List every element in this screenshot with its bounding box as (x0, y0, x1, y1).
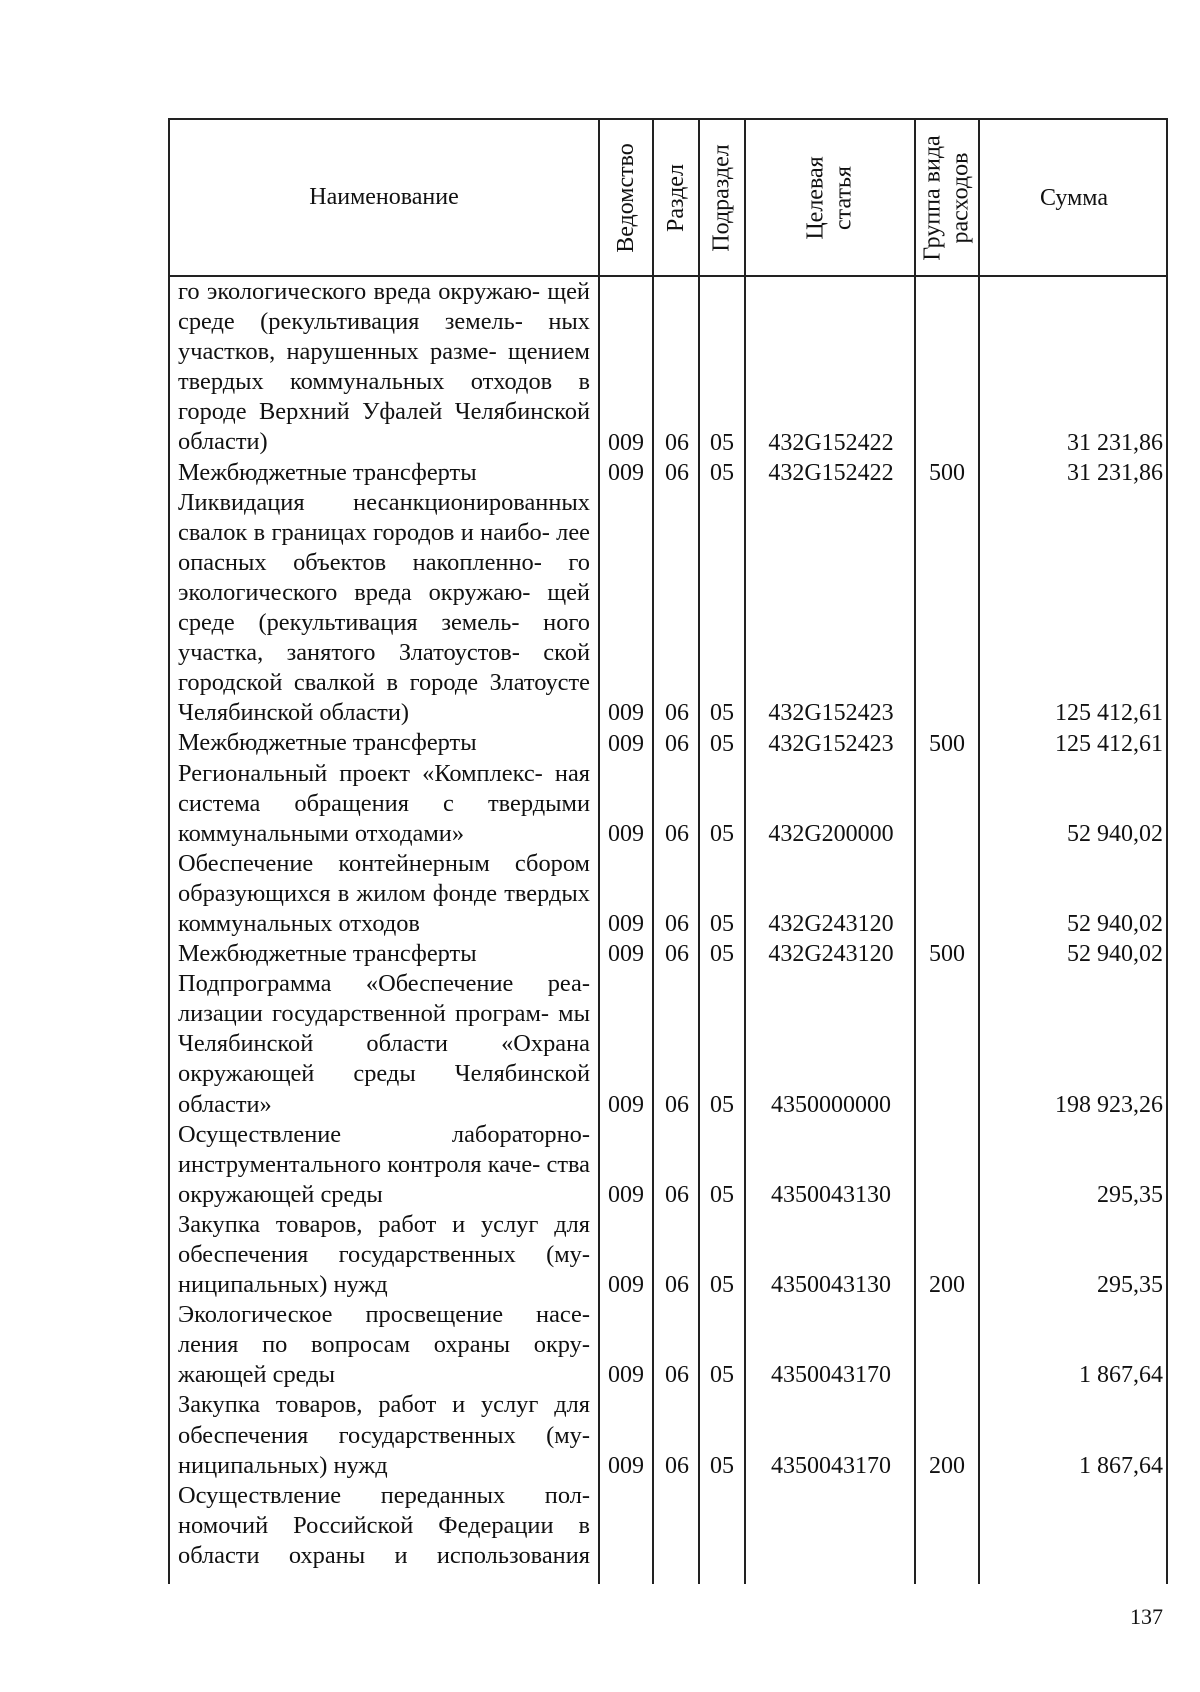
row-name: Ликвидация несанкционированных свалок в границах городов и наибо- лее опасных объектов накопленно- го экологического вреда окружаю- щей среде (рекультивация земель- ного участка, занятого Златоустов- ской городской свалкой в городе Златоусте Челябинской области) (178, 488, 590, 727)
cell-gruppa (916, 1541, 978, 1571)
cell-podrazdel: 05 (710, 1452, 734, 1479)
table-body (170, 277, 1170, 1571)
header-razdel: Раздел (663, 163, 690, 232)
cell-gruppa (916, 428, 978, 458)
cell-podrazdel: 05 (710, 700, 734, 727)
cell-razdel: 06 (665, 1452, 689, 1479)
cell-vedomstvo: 009 (608, 429, 644, 456)
table-row (170, 1390, 1170, 1480)
row-name: Межбюджетные трансферты (178, 940, 477, 968)
cell-vedomstvo: 009 (608, 1091, 644, 1118)
table-row (170, 488, 1170, 729)
cell-razdel: 06 (665, 1362, 689, 1389)
table-row (170, 728, 1170, 758)
cell-podrazdel: 05 (710, 1091, 734, 1118)
header-celevaya: Целевая статья (802, 155, 857, 240)
cell-podrazdel: 05 (710, 941, 734, 968)
cell-gruppa (916, 1090, 978, 1120)
cell-gruppa (916, 819, 978, 849)
cell-podrazdel: 05 (710, 429, 734, 456)
cell-celevaya: 4350043130 (771, 1272, 891, 1299)
cell-summa: 125 412,61 (1055, 730, 1163, 757)
cell-gruppa (916, 1360, 978, 1390)
cell-gruppa: 500 (929, 459, 965, 486)
cell-razdel: 06 (665, 820, 689, 847)
cell-podrazdel: 05 (710, 1181, 734, 1208)
header-summa: Сумма (1040, 184, 1108, 211)
row-name: Межбюджетные трансферты (178, 458, 477, 486)
cell-summa: 198 923,26 (1055, 1091, 1163, 1118)
cell-razdel (654, 1541, 700, 1571)
cell-summa: 1 867,64 (1079, 1452, 1163, 1479)
table-row (170, 458, 1170, 488)
cell-podrazdel: 05 (710, 459, 734, 486)
cell-summa: 295,35 (1097, 1181, 1163, 1208)
cell-vedomstvo: 009 (608, 1452, 644, 1479)
cell-vedomstvo: 009 (608, 941, 644, 968)
cell-podrazdel: 05 (710, 1362, 734, 1389)
cell-podrazdel (700, 1541, 744, 1571)
cell-razdel: 06 (665, 459, 689, 486)
cell-vedomstvo: 009 (608, 730, 644, 757)
cell-celevaya: 4350000000 (771, 1091, 891, 1118)
page-number: 137 (1130, 1604, 1163, 1629)
cell-vedomstvo: 009 (608, 1181, 644, 1208)
cell-summa: 125 412,61 (1055, 700, 1163, 727)
cell-celevaya: 432G152422 (768, 429, 894, 456)
cell-vedomstvo: 009 (608, 459, 644, 486)
header-name: Наименование (309, 184, 459, 210)
table-row (170, 969, 1170, 1119)
header-gruppa: Группа вида расходов (920, 134, 974, 261)
table-row (170, 1210, 1170, 1300)
header-podrazdel: Подраздел (709, 143, 736, 252)
table-row (170, 1120, 1170, 1210)
cell-celevaya: 432G200000 (768, 820, 894, 847)
row-name: го экологического вреда окружаю- щей среде (рекультивация земель- ных участков, нарушенных разме- щением твердых коммунальных отходов в городе Верхний Уфалей Челябинской области) (178, 278, 590, 456)
cell-celevaya: 432G243120 (768, 941, 894, 968)
cell-summa: 1 867,64 (1079, 1362, 1163, 1389)
cell-celevaya: 432G152423 (768, 730, 894, 757)
cell-gruppa: 500 (929, 730, 965, 757)
cell-summa: 52 940,02 (1067, 941, 1163, 968)
cell-celevaya: 432G243120 (768, 911, 894, 938)
cell-gruppa: 200 (929, 1272, 965, 1299)
cell-podrazdel: 05 (710, 820, 734, 847)
row-name: Осуществление переданных пол- номочий Российской Федерации в области охраны и использования (178, 1481, 590, 1569)
cell-podrazdel: 05 (710, 730, 734, 757)
cell-vedomstvo: 009 (608, 1362, 644, 1389)
table-row (170, 759, 1170, 849)
cell-vedomstvo: 009 (608, 911, 644, 938)
cell-gruppa (916, 909, 978, 939)
cell-razdel: 06 (665, 429, 689, 456)
cell-gruppa: 500 (929, 941, 965, 968)
row-name: Закупка товаров, работ и услуг для обеспечения государственных (му- ниципальных) нужд (178, 1210, 590, 1299)
cell-razdel: 06 (665, 1091, 689, 1118)
cell-summa: 295,35 (1097, 1272, 1163, 1299)
table-row (170, 849, 1170, 939)
cell-gruppa (916, 1180, 978, 1210)
row-name: Обеспечение контейнерным сбором образующихся в жилом фонде твердых коммунальных отходов (178, 849, 590, 937)
cell-gruppa (916, 698, 978, 728)
cell-razdel: 06 (665, 730, 689, 757)
cell-razdel: 06 (665, 941, 689, 968)
cell-summa: 31 231,86 (1067, 429, 1163, 456)
table-row (170, 1481, 1170, 1571)
cell-podrazdel: 05 (710, 1272, 734, 1299)
cell-gruppa: 200 (929, 1452, 965, 1479)
header-vedomstvo: Ведомство (613, 142, 639, 253)
cell-summa (980, 1541, 1163, 1571)
cell-summa: 52 940,02 (1067, 911, 1163, 938)
cell-celevaya: 4350043170 (771, 1362, 891, 1389)
cell-summa: 31 231,86 (1067, 459, 1163, 486)
cell-vedomstvo: 009 (608, 820, 644, 847)
table-row (170, 277, 1170, 458)
cell-razdel: 06 (665, 700, 689, 727)
cell-celevaya: 4350043170 (771, 1452, 891, 1479)
cell-vedomstvo: 009 (608, 700, 644, 727)
row-name: Осуществление лабораторно- инструментального контроля каче- ства окружающей среды (178, 1120, 590, 1208)
cell-razdel: 06 (665, 911, 689, 938)
row-name: Экологическое просвещение насе- ления по вопросам охраны окру- жающей среды (178, 1301, 590, 1389)
budget-table (168, 118, 1168, 1584)
row-name: Закупка товаров, работ и услуг для обеспечения государственных (му- ниципальных) нужд (178, 1391, 590, 1479)
row-name: Межбюджетные трансферты (178, 729, 477, 757)
cell-summa: 52 940,02 (1067, 820, 1163, 847)
row-name: Региональный проект «Комплекс- ная система обращения с твердыми коммунальными отходами» (178, 759, 590, 847)
cell-razdel: 06 (665, 1272, 689, 1299)
table-row (170, 939, 1170, 969)
cell-razdel: 06 (665, 1181, 689, 1208)
row-name: Подпрограмма «Обеспечение реа- лизации государственной програм- мы Челябинской области «Охрана окружающей среды Челябинской области» (178, 970, 590, 1118)
cell-vedomstvo: 009 (608, 1272, 644, 1299)
table-row (170, 1300, 1170, 1390)
cell-vedomstvo (600, 1541, 652, 1571)
cell-celevaya: 432G152422 (768, 459, 894, 486)
cell-celevaya: 4350043130 (771, 1181, 891, 1208)
cell-podrazdel: 05 (710, 911, 734, 938)
cell-celevaya: 432G152423 (768, 700, 894, 727)
cell-celevaya (746, 1541, 916, 1571)
